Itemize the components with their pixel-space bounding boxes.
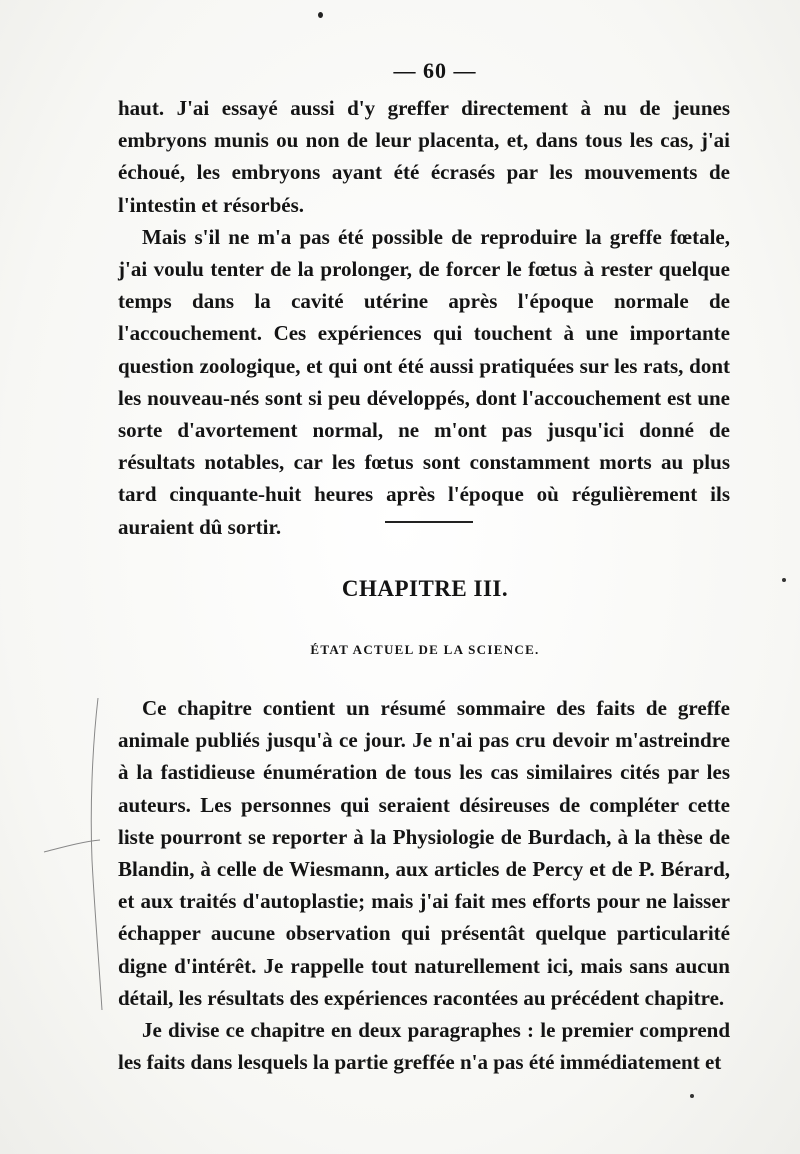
page-number: — 60 — (393, 58, 477, 83)
paragraph: Ce chapitre contient un résumé sommaire des faits de greffe animale publiés jusqu'à ce jour. Je n'ai pas cru devoir m'astreindre à la fastidieuse énumération de tous les cas similaires cités par les auteurs. Les personnes qui seraient désireuses de compléter cette liste pourront se reporter à la Physiologie de Burdach, à la thèse de Blandin, à celle de Wiesmann, aux articles de Percy et de P. Bérard, et aux traités d'autoplastie; mais j'ai fait mes efforts pour ne laisser échapper aucune observation qui présentât quelque particularité digne d'intérêt. Je rappelle tout naturellement ici, mais sans aucun détail, les résultats des expériences racontées au précédent chapitre. (118, 696, 730, 1010)
paragraph: Je divise ce chapitre en deux paragraphes : le premier comprend les faits dans lesquels la partie greffée n'a pas été immédiatement et (118, 1018, 730, 1075)
chapter-title: CHAPITRE III. (341, 576, 509, 601)
pencil-margin-mark (40, 690, 120, 1020)
chapter-subtitle: ÉTAT ACTUEL DE LA SCIENCE. (310, 642, 540, 657)
paragraph: haut. J'ai essayé aussi d'y greffer directement à nu de jeunes embryons munis ou non de leur placenta, et, dans tous les cas, j'ai échoué, les embryons ayant été écrasés par les mouvements de l'intestin et résorbés. (118, 96, 730, 217)
ink-speck (782, 578, 786, 582)
section-divider (385, 521, 473, 523)
ink-speck (690, 1094, 694, 1098)
ink-speck-top (318, 12, 323, 18)
body-text-top (118, 92, 730, 543)
paragraph: Mais s'il ne m'a pas été possible de reproduire la greffe fœtale, j'ai voulu tenter de la prolonger, de forcer le fœtus à rester quelque temps dans la cavité utérine après l'époque normale de l'accouchement. Ces expériences qui touchent à une importante question zoologique, et qui ont été aussi pratiquées sur les rats, dont les nouveau-nés sont si peu développés, dont l'accouchement est une sorte d'avortement normal, ne m'ont pas jusqu'ici donné de résultats notables, car les fœtus sont constamment morts au plus tard cinquante-huit heures après l'époque où régulièrement ils auraient dû sortir. (118, 224, 730, 539)
body-text-bottom (118, 692, 730, 1078)
